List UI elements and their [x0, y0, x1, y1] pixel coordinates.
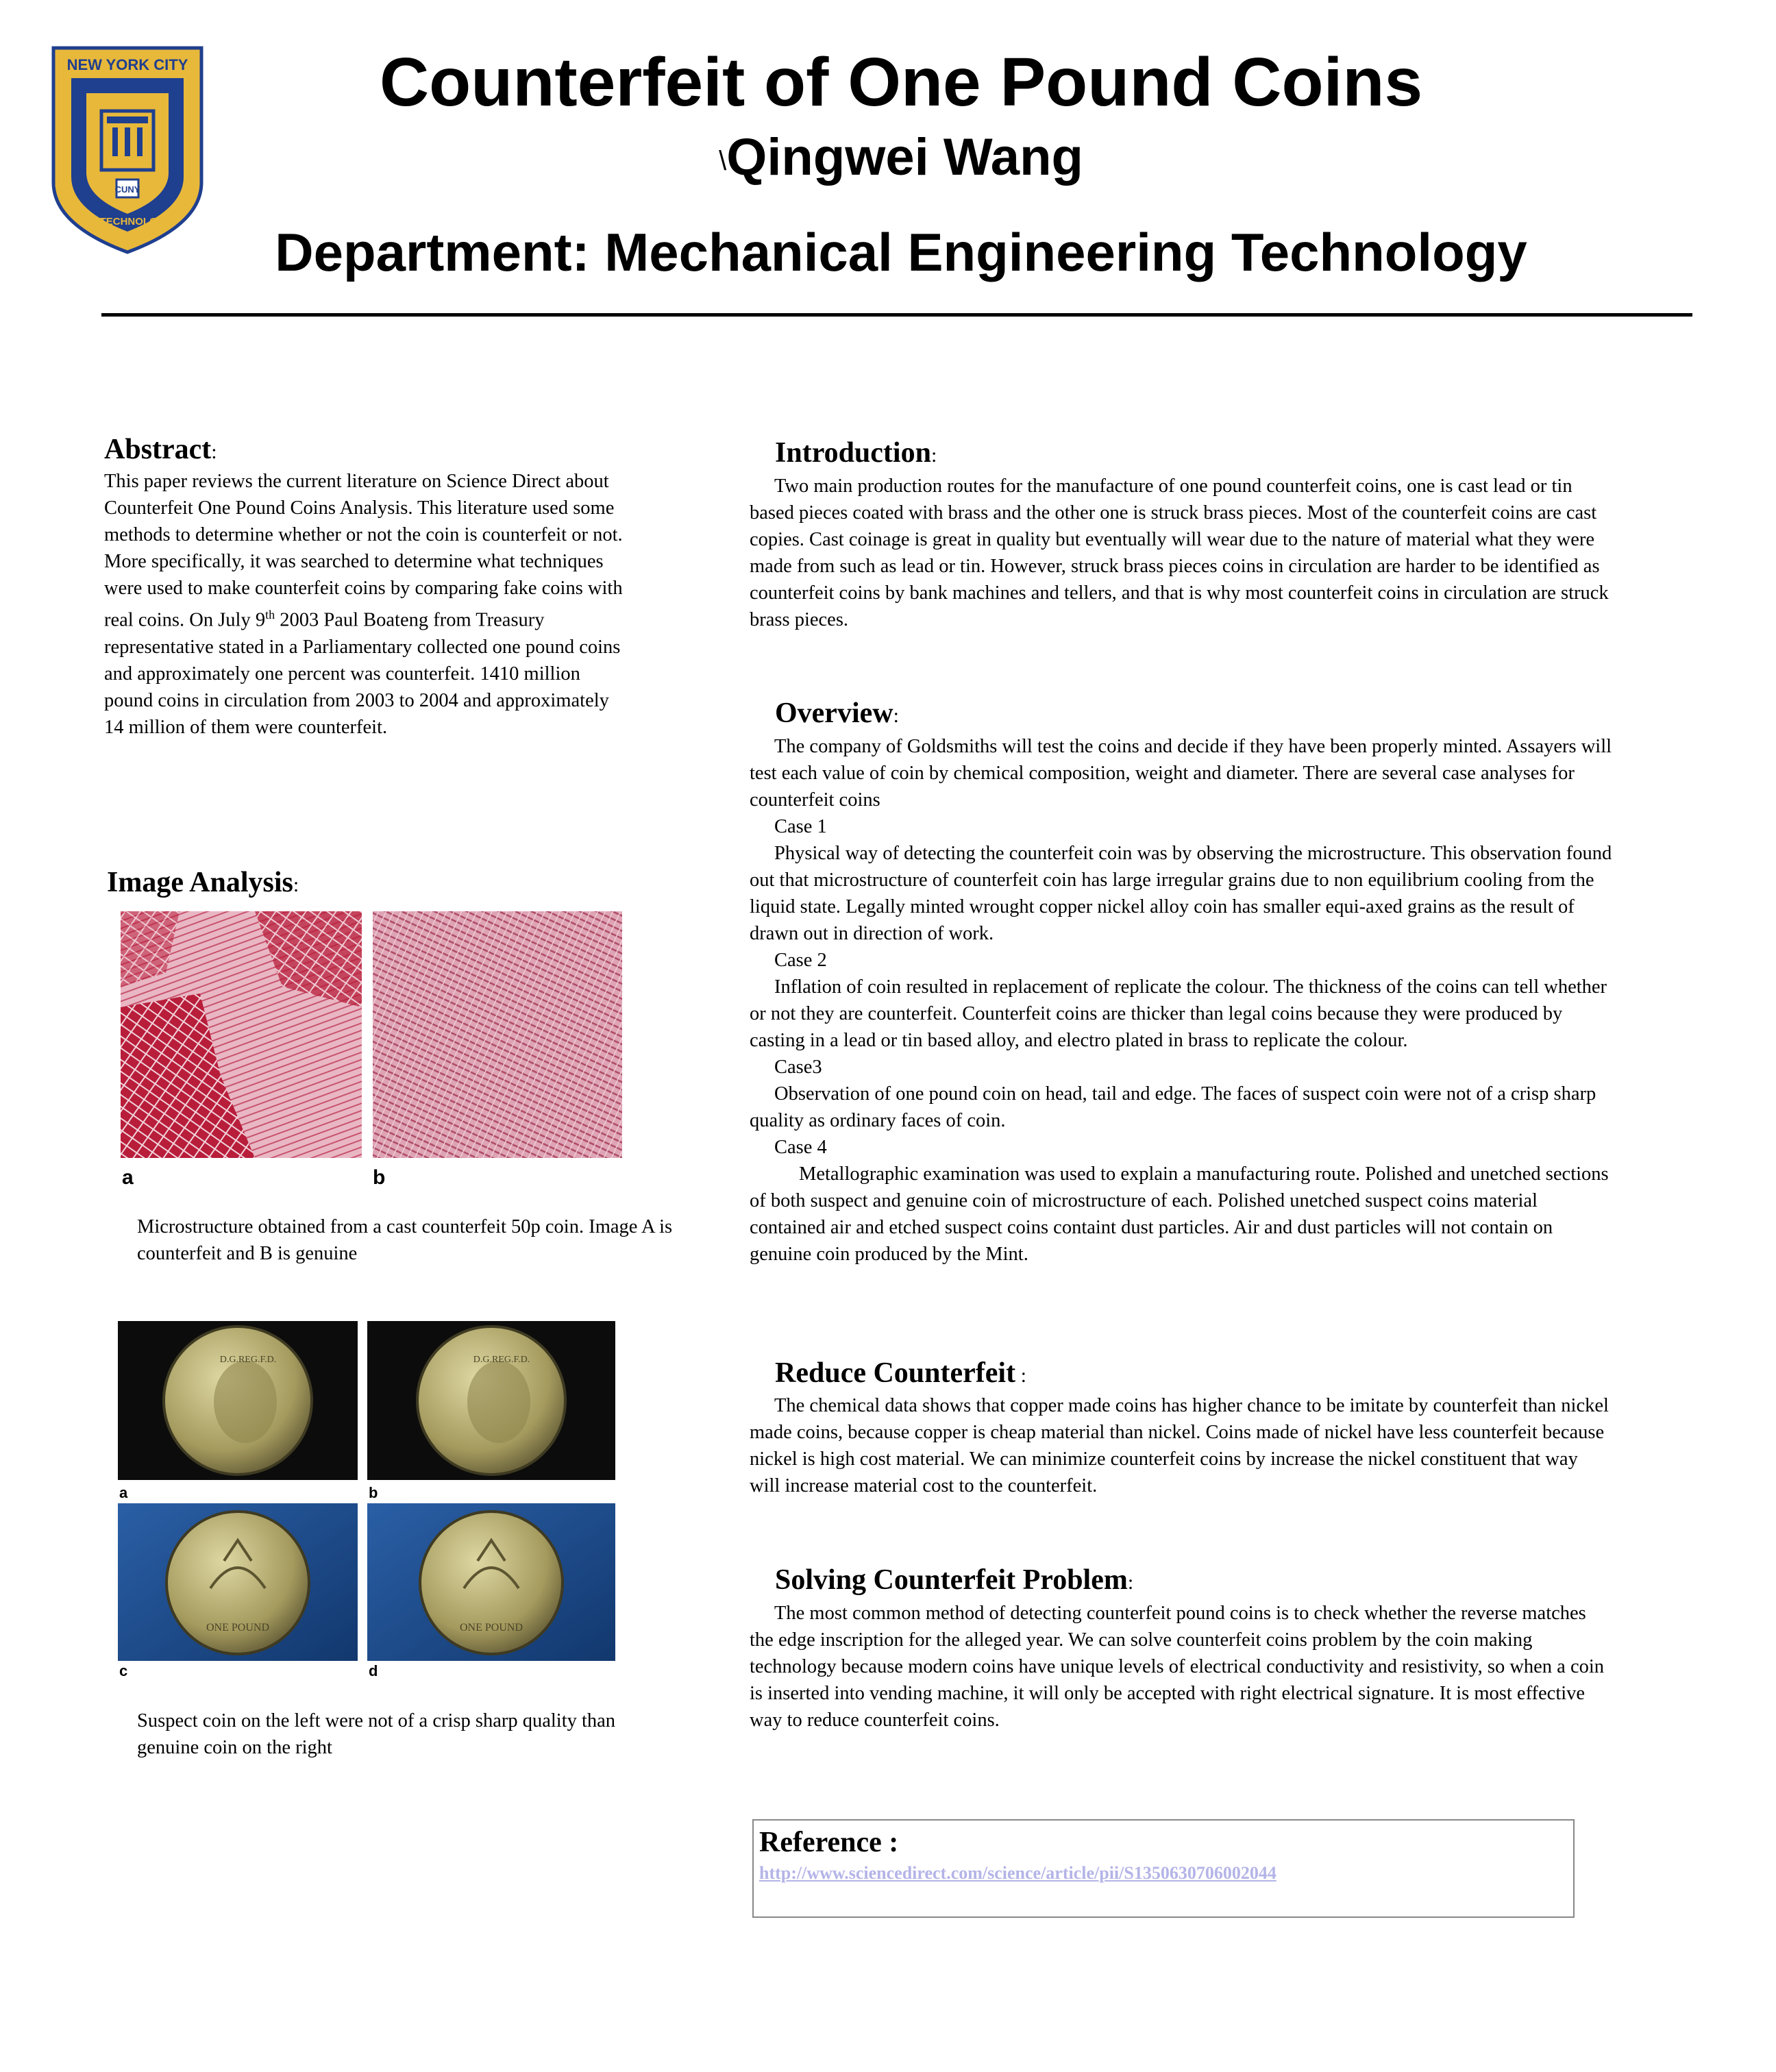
solving-body — [750, 1600, 1613, 1734]
case4-text: Metallographic examination was used to explain a manufacturing route. Polished and unetched sections of both suspect and genuine coin of microstructure of each. Polished unetched suspect coins material contained air and etched suspect coins containt dust particles. Air and dust particles will not contain on genuine coin produced by the Mint. — [750, 1163, 1609, 1265]
abstract-heading-colon: : — [211, 441, 217, 463]
overview-intro: The company of Goldsmiths will test the coins and decide if they have been properly minted. Assayers will test each value of coin by chemical composition, weight and diameter. There are several case analyses for counterfeit coins — [750, 736, 1612, 811]
reduce-heading — [775, 1355, 1026, 1394]
coin-label-d: d — [369, 1662, 378, 1677]
case2-text: Inflation of coin resulted in replacement of replicate the colour. The thickness of the coins can tell whether or not they are counterfeit. Counterfeit coins are thicker than legal coins because they were produced by casting in a lead or tin based alloy, and electro plated in brass to replicate the colour. — [750, 976, 1607, 1051]
solving-text: The most common method of detecting counterfeit pound coins is to check whether the reverse matches the edge inscription for the alleged year. We can solve counterfeit coins problem by the coin making technology because modern coins have unique levels of electrical conductivity and resistivity, so when a coin is inserted into vending machine, it will only be accepted with right electrical signature. It is most effective way to reduce counterfeit coins. — [750, 1603, 1605, 1731]
logo-ring-text-left: COLLEGE — [53, 133, 66, 190]
case3-label: Case3 — [774, 1057, 822, 1078]
reduce-text: The chemical data shows that copper made coins has higher chance to be imitate by counterfeit than nickel made coins, because copper is cheap material than nickel. Coins made of nickel have less counterfeit because nickel is high cost material. We can minimize counterfeit coins by increase the nickel constituent that way will increase material cost to the counterfeit. — [750, 1395, 1609, 1496]
micro-label-a: a — [122, 1166, 134, 1189]
overview-heading-text: Overview — [775, 698, 893, 729]
logo-center-text: CUNY — [114, 184, 140, 195]
image-analysis-heading-colon: : — [293, 874, 299, 896]
image-analysis-heading-text: Image Analysis — [107, 867, 293, 898]
reduce-body — [750, 1392, 1613, 1499]
logo-ring-text-top: NEW YORK CITY — [66, 56, 188, 73]
coin-a-legend: D.G.REG.F.D. — [219, 1355, 277, 1365]
introduction-body — [750, 473, 1613, 633]
overview-heading — [775, 695, 899, 734]
microstructure-caption: Microstructure obtained from a cast counterfeit 50p coin. Image A is counterfeit and B is genuine — [137, 1216, 673, 1264]
coin-c-legend: ONE POUND — [206, 1622, 269, 1633]
author-line — [206, 123, 1596, 195]
coin-comparison-figure — [118, 1321, 615, 1677]
solving-heading-text: Solving Counterfeit Problem — [775, 1564, 1128, 1596]
author-mark: \ — [719, 145, 727, 176]
reference-box — [752, 1819, 1575, 1918]
solving-heading — [775, 1562, 1133, 1601]
abstract-text-part1: This paper reviews the current literature on Science Direct about Counterfeit One Pound Coins Analysis. This literature used some methods to determine whether or not the coin is counterfeit or not. More specifically, it was searched to determine what techniques were used to make counterfeit coins by comparing fake coins with real coins. On July 9 — [104, 471, 623, 631]
case4-label: Case 4 — [774, 1137, 827, 1158]
coin-d-legend: ONE POUND — [460, 1622, 523, 1633]
introduction-heading-text: Introduction — [775, 437, 931, 469]
microstructure-figure — [118, 911, 625, 1189]
abstract-heading-text: Abstract — [104, 434, 212, 465]
abstract-heading — [104, 432, 217, 470]
department-line: Department: Mechanical Engineering Technology — [275, 222, 1527, 282]
author-name: Qingwei Wang — [726, 128, 1083, 186]
poster-title: Counterfeit of One Pound Coins — [379, 44, 1423, 121]
introduction-text: Two main production routes for the manufacture of one pound counterfeit coins, one is cast lead or tin based pieces coated with brass and the other one is struck brass pieces. Most of the counterfeit coins are cast copies. Cast coinage is great in quality but eventually will wear due to the nature of material what they were made from such as lead or tin. However, struck brass pieces coins in circulation are harder to be identified as counterfeit coins by bank machines and tellers, and that is why most counterfeit coins in circulation are struck brass pieces. — [750, 476, 1609, 630]
introduction-heading — [775, 435, 937, 473]
logo-ring-text-bottom: OF TECHNOLOGY — [82, 216, 173, 227]
reference-heading: Reference : — [759, 1827, 899, 1858]
header-divider — [101, 313, 1692, 317]
reduce-heading-colon: : — [1015, 1364, 1026, 1387]
reduce-heading-text: Reduce Counterfeit — [775, 1357, 1016, 1389]
case1-text: Physical way of detecting the counterfeit coin was by observing the microstructure. This observation found out that microstructure of counterfeit coin has large irregular grains due to non equilibrium cooling from the liquid state. Legally minted wrought copper nickel alloy coin has smaller equi-axed grains as the result of drawn out in direction of work. — [750, 843, 1612, 944]
abstract-text-part2: 2003 Paul Boateng from Treasury representative stated in a Parliamentary collected one pound coins and approximately one percent was counterfeit. 1410 million pound coins in circulation from 2003 to 2004 and approximately 14 million of them were counterfeit. — [104, 609, 621, 738]
overview-body — [750, 733, 1613, 1268]
case1-label: Case 1 — [774, 816, 827, 837]
coin-label-b: b — [369, 1484, 378, 1501]
abstract-superscript: th — [265, 608, 275, 621]
coin-caption: Suspect coin on the left were not of a crisp sharp quality than genuine coin on the right — [137, 1710, 616, 1758]
reference-link[interactable]: http://www.sciencedirect.com/science/article/pii/S1350630706002044 — [759, 1863, 1276, 1883]
solving-heading-colon: : — [1127, 1571, 1134, 1594]
micro-label-b: b — [373, 1166, 386, 1189]
coin-label-a: a — [119, 1484, 128, 1501]
introduction-heading-colon: : — [930, 444, 937, 467]
abstract-body — [104, 468, 632, 741]
case3-text: Observation of one pound coin on head, tail and edge. The faces of suspect coin were not of a crisp sharp quality as ordinary faces of coin. — [750, 1083, 1596, 1131]
case2-label: Case 2 — [774, 950, 827, 971]
overview-heading-colon: : — [893, 704, 899, 727]
coin-label-c: c — [119, 1662, 128, 1677]
image-analysis-heading — [107, 865, 299, 903]
coin-b-legend: D.G.REG.F.D. — [473, 1355, 530, 1365]
